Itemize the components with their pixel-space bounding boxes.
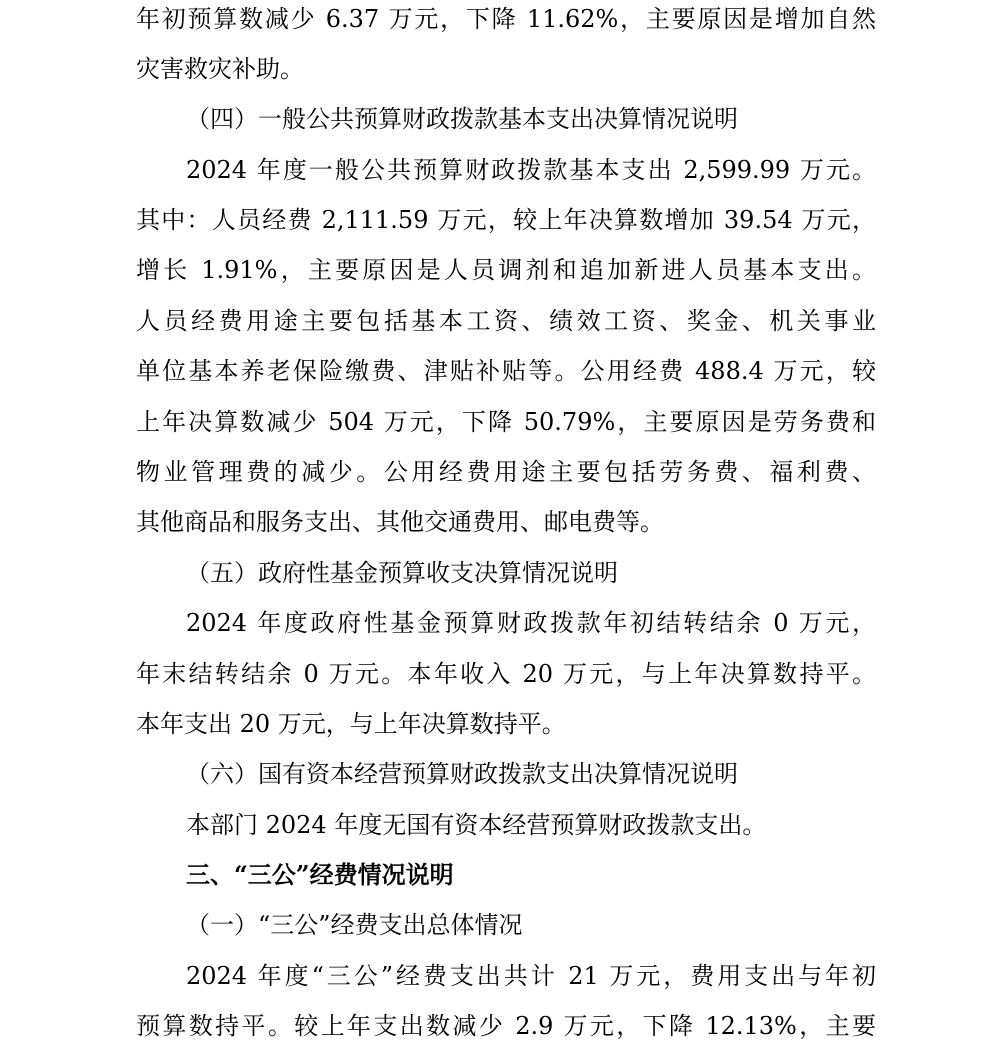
- chapter-heading-3: 三、“三公”经费情况说明: [186, 860, 454, 889]
- section-heading-5: （五）政府性基金预算收支决算情况说明: [186, 559, 618, 587]
- paragraph-line: 其他商品和服务支出、其他交通费用、邮电费等。: [136, 508, 664, 536]
- section-heading-3-1: （一）“三公”经费支出总体情况: [186, 911, 523, 939]
- section-heading-6: （六）国有资本经营预算财政拨款支出决算情况说明: [186, 760, 738, 788]
- section-heading-4: （四）一般公共预算财政拨款基本支出决算情况说明: [186, 105, 738, 133]
- paragraph-line: 人员经费用途主要包括基本工资、绩效工资、奖金、机关事业: [136, 307, 876, 335]
- paragraph-line: 本年支出 20 万元，与上年决算数持平。: [136, 710, 566, 738]
- paragraph-line: 灾害救灾补助。: [136, 55, 304, 83]
- paragraph-line: 增长 1.91%，主要原因是人员调剂和追加新进人员基本支出。: [136, 256, 876, 284]
- paragraph-line: 2024 年度“三公”经费支出共计 21 万元，费用支出与年初: [186, 962, 876, 990]
- paragraph-line: 本部门 2024 年度无国有资本经营预算财政拨款支出。: [186, 811, 767, 839]
- paragraph-line: 其中：人员经费 2,111.59 万元，较上年决算数增加 39.54 万元，: [136, 206, 876, 234]
- paragraph-line: 2024 年度政府性基金预算财政拨款年初结转结余 0 万元，: [186, 609, 876, 637]
- paragraph-line: 预算数持平。较上年支出数减少 2.9 万元，下降 12.13%，主要: [136, 1012, 876, 1040]
- paragraph-line: 上年决算数减少 504 万元，下降 50.79%，主要原因是劳务费和: [136, 408, 876, 436]
- paragraph-line: 2024 年度一般公共预算财政拨款基本支出 2,599.99 万元。: [186, 156, 876, 184]
- paragraph-line: 物业管理费的减少。公用经费用途主要包括劳务费、福利费、: [136, 458, 876, 486]
- paragraph-line: 年初预算数减少 6.37 万元，下降 11.62%，主要原因是增加自然: [136, 5, 876, 33]
- paragraph-line: 单位基本养老保险缴费、津贴补贴等。公用经费 488.4 万元，较: [136, 357, 876, 385]
- paragraph-line: 年末结转结余 0 万元。本年收入 20 万元，与上年决算数持平。: [136, 660, 876, 688]
